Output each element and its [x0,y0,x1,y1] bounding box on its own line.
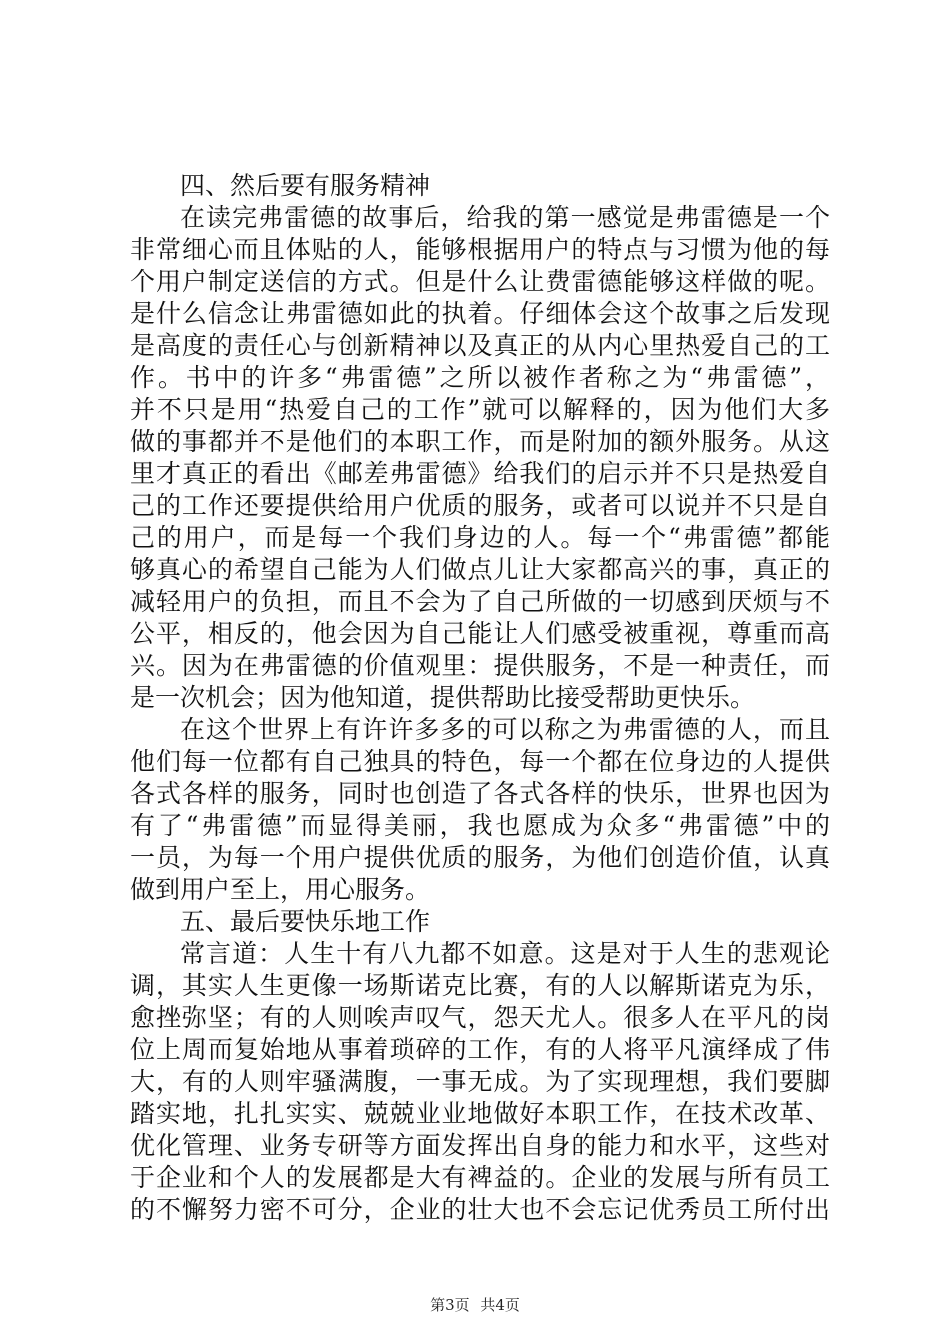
text-line: 在这个世界上有许许多多的可以称之为弗雷德的人，而且 [180,715,830,744]
text-line: 于企业和个人的发展都是大有裨益的。企业的发展与所有员工 [130,1163,830,1192]
text-line: 他们每一位都有自己独具的特色，每一个都在位身边的人提供 [130,747,830,776]
text-line: 是一次机会；因为他知道，提供帮助比接受帮助更快乐。 [130,683,756,712]
text-line: 够真心的希望自己能为人们做点儿让大家都高兴的事，真正的 [130,555,830,584]
text-line: 是高度的责任心与创新精神以及真正的从内心里热爱自己的工 [130,331,830,360]
text-line: 并不只是用“热爱自己的工作”就可以解释的，因为他们大多 [130,395,830,424]
text-line: 位上周而复始地从事着琐碎的工作，有的人将平凡演绎成了伟 [130,1035,830,1064]
text-line: 个用户制定送信的方式。但是什么让费雷德能够这样做的呢。 [130,267,830,296]
text-line: 己的用户，而是每一个我们身边的人。每一个“弗雷德”都能 [130,523,830,552]
text-line: 大，有的人则牢骚满腹，一事无成。为了实现理想，我们要脚 [130,1067,830,1096]
text-line: 的不懈努力密不可分，企业的壮大也不会忘记优秀员工所付出 [130,1195,830,1224]
page-total: 共4页 [480,1296,520,1314]
text-line: 作。书中的许多“弗雷德”之所以被作者称之为“弗雷德”， [130,363,830,392]
text-line: 一员，为每一个用户提供优质的服务，为他们创造价值，认真 [130,843,830,872]
text-line: 四、然后要有服务精神 [180,171,431,200]
text-line: 里才真正的看出《邮差弗雷德》给我们的启示并不只是热爱自 [130,459,830,488]
text-line: 各式各样的服务，同时也创造了各式各样的快乐，世界也因为 [130,779,830,808]
text-line: 做的事都并不是他们的本职工作，而是附加的额外服务。从这 [130,427,830,456]
document-body [130,170,830,1226]
text-line: 是什么信念让弗雷德如此的执着。仔细体会这个故事之后发现 [130,299,830,328]
text-line: 优化管理、业务专研等方面发挥出自身的能力和水平，这些对 [130,1131,830,1160]
text-line: 愈挫弥坚；有的人则唉声叹气，怨天尤人。很多人在平凡的岗 [130,1003,830,1032]
page-footer [0,1295,950,1315]
page-number: 第3页 [430,1296,470,1314]
text-line: 踏实地，扎扎实实、兢兢业业地做好本职工作，在技术改革、 [130,1099,830,1128]
text-line: 做到用户至上，用心服务。 [130,875,431,904]
text-line: 减轻用户的负担，而且不会为了自己所做的一切感到厌烦与不 [130,587,830,616]
text-line: 五、最后要快乐地工作 [180,907,431,936]
text-line: 有了“弗雷德”而显得美丽，我也愿成为众多“弗雷德”中的 [130,811,830,840]
text-line: 己的工作还要提供给用户优质的服务，或者可以说并不只是自 [130,491,830,520]
text-line: 兴。因为在弗雷德的价值观里：提供服务，不是一种责任，而 [130,651,830,680]
text-line: 非常细心而且体贴的人，能够根据用户的特点与习惯为他的每 [130,235,830,264]
text-line: 公平，相反的，他会因为自己能让人们感受被重视，尊重而高 [130,619,830,648]
text-line: 常言道：人生十有八九都不如意。这是对于人生的悲观论 [180,939,830,968]
text-line: 调，其实人生更像一场斯诺克比赛，有的人以解斯诺克为乐， [130,971,830,1000]
text-line: 在读完弗雷德的故事后，给我的第一感觉是弗雷德是一个 [180,203,830,232]
